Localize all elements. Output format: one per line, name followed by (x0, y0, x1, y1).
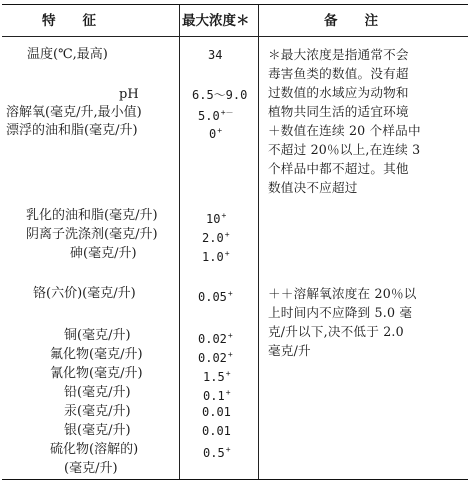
feature-anionic-detergent: 阴离子洗涤剂(毫克/升) (26, 227, 158, 242)
note-line: ＋数值在连续 20 个样品中 (268, 123, 421, 138)
header-divider (2, 36, 468, 37)
note-line: 过数值的水域应为动物和 (268, 85, 409, 100)
value-silver: 0.01 (202, 424, 231, 438)
feature-temperature: 温度(℃,最高) (27, 47, 108, 62)
column-divider (179, 5, 180, 479)
note-line: 毒害鱼类的数值。没有超 (268, 66, 409, 81)
feature-emulsified-oil: 乳化的油和脂(毫克/升) (26, 208, 158, 223)
feature-silver: 银(毫克/升) (64, 423, 131, 438)
value-lead: 0.1+ (203, 388, 231, 403)
value-temperature: 34 (208, 48, 223, 62)
value-arsenic: 1.0+ (202, 249, 230, 264)
feature-dissolved-oxygen: 溶解氧(毫克/升,最小值) (6, 105, 142, 120)
feature-lead: 铅(毫克/升) (64, 385, 131, 400)
value-ph: 6.5～9.0 (192, 88, 248, 102)
feature-ph: pH (119, 87, 139, 102)
note-line: 个样品中都不超过。其他 (268, 161, 409, 176)
feature-arsenic: 砷(毫克/升) (70, 246, 137, 261)
value-cyanide: 1.5+ (203, 369, 231, 384)
note-line: 克/升以下,决不低于 2.0 (268, 324, 404, 339)
feature-chromium: 铬(六价)(毫克/升) (33, 286, 136, 301)
note-line: ＋＋溶解氧浓度在 20％以 (268, 286, 417, 301)
note-line: 数值决不应超过 (268, 180, 358, 195)
value-sulfide: 0.5+ (203, 445, 231, 460)
note-line: 毫克/升 (268, 343, 311, 358)
value-copper: 0.02+ (198, 331, 233, 346)
water-quality-table (2, 4, 468, 480)
feature-fluoride: 氟化物(毫克/升) (50, 347, 143, 362)
value-fluoride: 0.02+ (198, 350, 233, 365)
feature-copper: 铜(毫克/升) (64, 328, 131, 343)
header-max-concentration: 最大浓度＊ (182, 13, 250, 29)
note-line: ＊最大浓度是指通常不会 (268, 47, 409, 62)
value-chromium: 0.05+ (198, 289, 233, 304)
header-notes: 备 注 (324, 13, 378, 29)
value-mercury: 0.01 (202, 405, 231, 419)
value-emulsified-oil: 10+ (206, 211, 227, 226)
note-line: 植物共同生活的适宜环境 (268, 104, 409, 119)
feature-sulfide-unit: (毫克/升) (64, 461, 118, 476)
column-divider (258, 5, 259, 479)
note-line: 上时间内不应降到 5.0 毫 (268, 305, 413, 320)
header-feature: 特 征 (42, 13, 96, 29)
value-anionic-detergent: 2.0+ (202, 230, 230, 245)
feature-floating-oil: 漂浮的油和脂(毫克/升) (6, 123, 138, 138)
feature-mercury: 汞(毫克/升) (64, 404, 131, 419)
feature-cyanide: 氰化物(毫克/升) (50, 366, 143, 381)
value-dissolved-oxygen: 5.0+－ (198, 108, 234, 123)
value-floating-oil: 0+ (209, 126, 223, 141)
note-line: 不超过 20％以上,在连续 3 (268, 142, 421, 157)
feature-sulfide: 硫化物(溶解的) (50, 442, 139, 457)
